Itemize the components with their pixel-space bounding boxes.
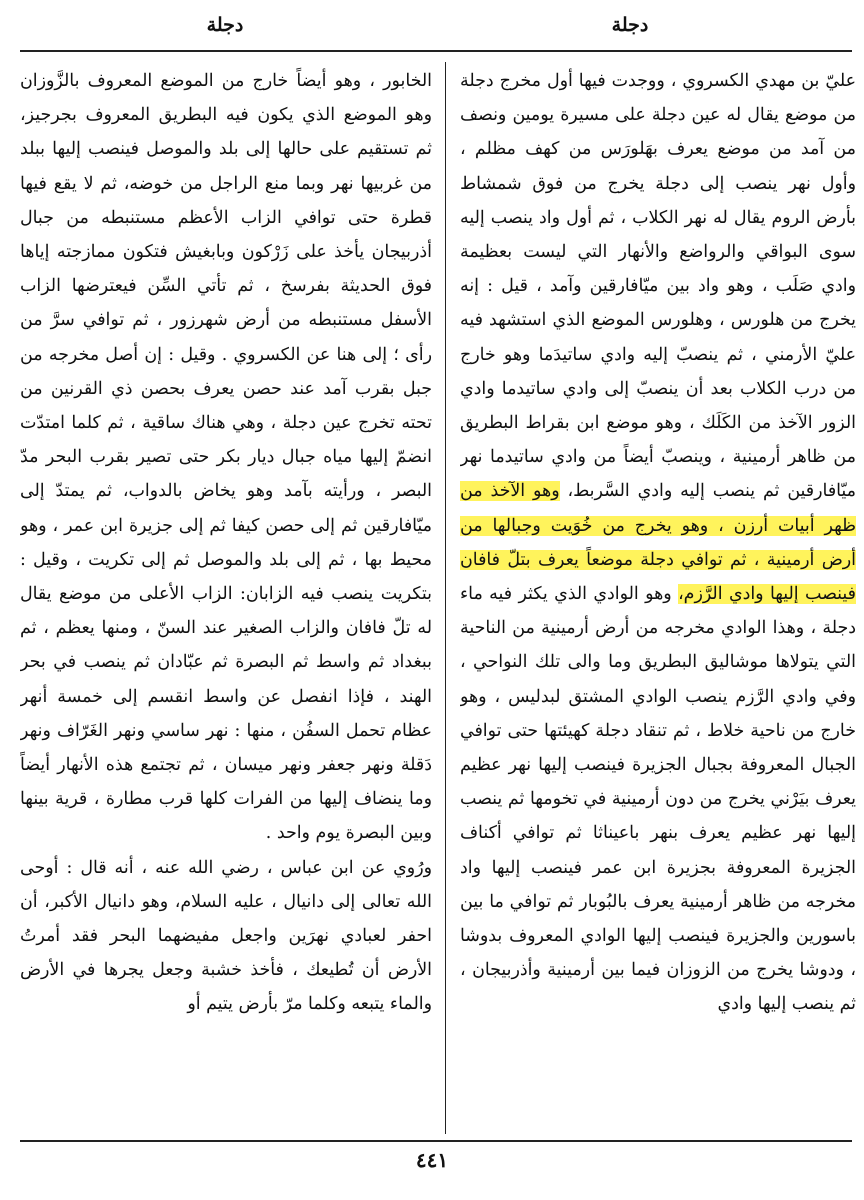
page-header <box>0 0 864 52</box>
page-number: ٤٤١ <box>415 1148 449 1172</box>
left-column <box>20 64 432 1134</box>
header-rule <box>20 50 852 52</box>
right-text-before: عليّ بن مهدي الكسروي ، ووجدت فيها أول مخرج دجلة من موضع يقال له عين دجلة على مسيرة يومين ونصف من آمد من موضع يعرف بهَلورَس من كهف مظلم ، وأول نهر ينصب إلى دجلة يخرج من فوق شمشاط بأرض الروم يقال له نهر الكلاب ، ثم أول واد ينصب إليه سوى البواقي والرواضع والأنهار التي ليست بعظيمة وادي صَلَب ، وهو واد بين ميّافارقين وآمد ، قيل : إنه يخرج من هلورس ، وهلورس الموضع الذي استشهد فيه عليّ الأرمني ، ثم ينصبّ إليه وادي ساتيدَما وهو خارج من درب الكلاب بعد أن ينصبّ إلى وادي ساتيدما وادي الزور الآخذ من الكَلَك ، وهو موضع ابن بقراط البطريق من ظاهر أرمينية ، وينصبّ أيضاً من وادي ساتيدما نهر ميّافارقين ثم ينصب إليه وادي السَّربط، <box>460 71 856 502</box>
right-column <box>460 64 856 1134</box>
footer-rule <box>20 1140 852 1142</box>
highlighted-passage: وهو الآخذ من ظهر أبيات أرزن ، وهو يخرج من خُوَيت وجبالها من أرض أرمينية ، ثم توافي دجلة موضعاً يعرف بتلّ فافان فينصب إليها وادي الرَّزم، <box>460 481 856 605</box>
running-title-right: دجلة <box>611 14 649 36</box>
right-column-paragraph <box>460 64 856 1022</box>
left-paragraph-2: ورُوي عن ابن عباس ، رضي الله عنه ، أنه قال : أوحى الله تعالى إلى دانيال ، عليه السلام، وهو دانيال الأكبر، أن احفر لعبادي نهرَين واجعل مفيضهما البحر فقد أمرتُ الأرض أن تُطيعك ، فأخذ خشبة وجعل يجرها في الأرض والماء يتبعه وكلما مرّ بأرض يتيم أو <box>20 857 432 1015</box>
left-paragraph-1: الخابور ، وهو أيضاً خارج من الموضع المعروف بالزَّوزان وهو الموضع الذي يكون فيه البطريق المعروف بجرجيز، ثم تستقيم على حالها إلى بلد والموصل فينصب إليها ببلد من غربيها نهر وبما منع الراجل من خوضه، ثم لا يقع فيها قطرة حتى توافي الزاب الأعظم مستنبطه من جبال أذربيجان يأخذ على زَرْكون وبابغيش فتكون ممازجته إياها فوق الحديثة بفرسخ ، ثم تأتي السِّن فيعترضها الزاب الأسفل مستنبطه من أرض شهرزور ، ثم توافي سرَّ من رأى ؛ إلى هنا عن الكسروي . وقيل : إن أصل مخرجه من جبل بقرب آمد عند حصن يعرف بحصن ذي القرنين من تحته تخرج عين دجلة ، وهي هناك ساقية ، ثم كلما امتدّت انضمّ إليها مياه جبال ديار بكر حتى تصير بقرب البحر مدّ البصر ، ورأيته بآمد وهو يخاض بالدواب، ثم يمتدّ إلى ميّافارقين ثم إلى حصن كيفا ثم إلى جزيرة ابن عمر ، وهو محيط بها ، ثم إلى بلد والموصل ثم إلى تكريت ، وقيل : بتكريت ينصب فيه الزابان: الزاب الأعلى من موضع يقال له تلّ فافان والزاب الصغير عند السنّ ، ومنها يعظم ، ثم ببغداد ثم واسط ثم البصرة ثم عبّادان ثم ينصب في بحر الهند ، فإذا انفصل عن واسط انقسم إلى خمسة أنهر عظام تحمل السفُن ، منها : نهر ساسي ونهر الغَرّاف ونهر دَقلة ونهر جعفر ونهر ميسان ، ثم تجتمع هذه الأنهار أيضاً وما ينضاف إليها من الفرات كلها قرب مطارة ، قرية بينها وبين البصرة يوم واحد . <box>20 71 432 844</box>
running-title-left: دجلة <box>206 14 244 36</box>
right-text-after: وهو الوادي الذي يكثر فيه ماء دجلة ، وهذا الوادي مخرجه من أرض أرمينية من الناحية التي يتولاها موشاليق البطريق وما والى تلك النواحي ، وفي وادي الرَّزم ينصب الوادي المشتق لبدليس ، وهو خارج من ناحية خلاط ، ثم تنقاد دجلة كهيئتها حتى توافي الجبال المعروفة بجبال الجزيرة فينصب إليها نهر عظيم يعرف بيَرْني يخرج من دون أرمينية في تخومها ثم ينصب إليها نهر عظيم يعرف بنهر باعيناثا ثم توافي أكناف الجزيرة المعروفة بجزيرة ابن عمر فينصب إليها واد مخرجه من ظاهر أرمينية يعرف بالبُوبار ثم توافي ما بين باسورين والجزيرة فينصب إليها الوادي المعروف بدوشا ، ودوشا يخرج من الزوزان فيما بين أرمينية وأذربيجان ، ثم ينصب إليها وادي <box>460 584 856 1015</box>
column-divider <box>445 62 446 1134</box>
